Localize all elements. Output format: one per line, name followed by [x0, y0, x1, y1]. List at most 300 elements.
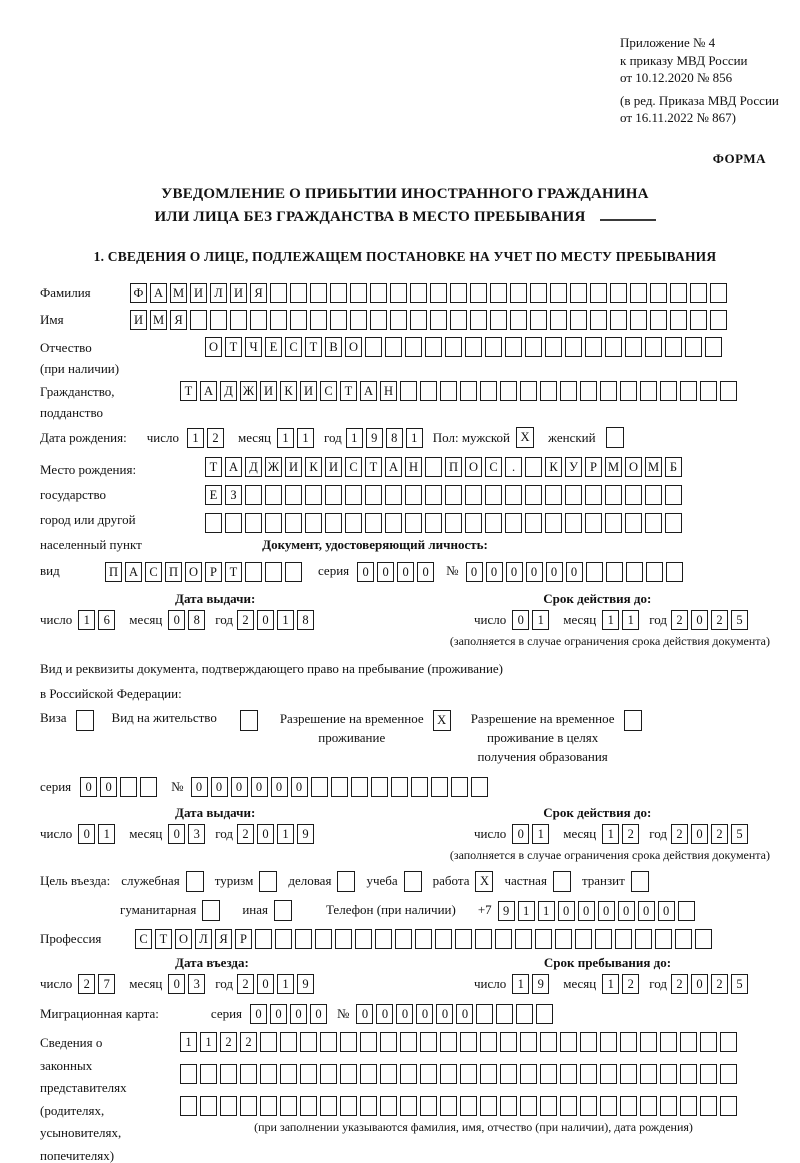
cell[interactable] — [710, 310, 727, 330]
cell[interactable]: 0 — [80, 777, 97, 797]
cell[interactable]: А — [125, 562, 142, 582]
cell[interactable] — [595, 929, 612, 949]
cell[interactable] — [259, 871, 277, 892]
cell[interactable] — [200, 1064, 217, 1084]
cell[interactable] — [485, 337, 502, 357]
cell[interactable]: 0 — [168, 824, 185, 844]
cell[interactable]: 1 — [346, 428, 363, 448]
cell[interactable] — [536, 1004, 553, 1024]
cell[interactable]: X — [516, 427, 534, 448]
cell[interactable] — [260, 1064, 277, 1084]
cell[interactable] — [660, 1064, 677, 1084]
cell[interactable]: 1 — [518, 901, 535, 921]
cell[interactable] — [590, 310, 607, 330]
cell[interactable] — [290, 283, 307, 303]
cell[interactable] — [605, 485, 622, 505]
cell[interactable] — [240, 1064, 257, 1084]
cell[interactable]: 1 — [406, 428, 423, 448]
cell[interactable] — [315, 929, 332, 949]
cell[interactable]: Т — [155, 929, 172, 949]
cell[interactable]: И — [190, 283, 207, 303]
cell[interactable] — [345, 513, 362, 533]
cell[interactable]: 0 — [168, 974, 185, 994]
cell[interactable] — [510, 283, 527, 303]
cell[interactable]: Р — [235, 929, 252, 949]
cell[interactable] — [530, 283, 547, 303]
cell[interactable] — [700, 1032, 717, 1052]
cell[interactable] — [180, 1064, 197, 1084]
cell[interactable]: 1 — [602, 610, 619, 630]
cell[interactable] — [555, 929, 572, 949]
cell[interactable]: 0 — [376, 1004, 393, 1024]
cell[interactable]: . — [505, 457, 522, 477]
cell[interactable] — [580, 1096, 597, 1116]
cell[interactable] — [420, 1096, 437, 1116]
cell[interactable]: 0 — [512, 610, 529, 630]
cell[interactable] — [305, 485, 322, 505]
cell[interactable]: К — [545, 457, 562, 477]
cell[interactable] — [655, 929, 672, 949]
cell[interactable] — [500, 1096, 517, 1116]
cell[interactable] — [405, 513, 422, 533]
cell[interactable] — [490, 310, 507, 330]
cell[interactable] — [480, 1032, 497, 1052]
cell[interactable]: Т — [205, 457, 222, 477]
cell[interactable] — [331, 777, 348, 797]
cell[interactable] — [385, 337, 402, 357]
cell[interactable]: Т — [225, 562, 242, 582]
cell[interactable] — [695, 929, 712, 949]
cell[interactable]: 2 — [711, 610, 728, 630]
cell[interactable] — [460, 1032, 477, 1052]
cell[interactable] — [400, 1064, 417, 1084]
cell[interactable]: К — [305, 457, 322, 477]
cell[interactable]: 0 — [271, 777, 288, 797]
cell[interactable]: 1 — [602, 974, 619, 994]
cell[interactable]: В — [325, 337, 342, 357]
cell[interactable]: Н — [380, 381, 397, 401]
cell[interactable] — [560, 1064, 577, 1084]
cell[interactable] — [325, 485, 342, 505]
cell[interactable] — [580, 1032, 597, 1052]
cell[interactable]: А — [385, 457, 402, 477]
cell[interactable]: 0 — [290, 1004, 307, 1024]
cell[interactable]: 0 — [691, 974, 708, 994]
cell[interactable] — [516, 1004, 533, 1024]
cell[interactable] — [520, 1096, 537, 1116]
cell[interactable] — [720, 1096, 737, 1116]
cell[interactable] — [660, 1032, 677, 1052]
cell[interactable] — [425, 457, 442, 477]
cell[interactable] — [635, 929, 652, 949]
cell[interactable] — [375, 929, 392, 949]
cell[interactable] — [240, 1096, 257, 1116]
cell[interactable] — [285, 562, 302, 582]
cell[interactable] — [265, 513, 282, 533]
cell[interactable] — [230, 310, 247, 330]
cell[interactable]: 2 — [207, 428, 224, 448]
cell[interactable] — [640, 1064, 657, 1084]
cell[interactable]: 0 — [546, 562, 563, 582]
cell[interactable] — [560, 381, 577, 401]
cell[interactable]: 1 — [277, 824, 294, 844]
cell[interactable] — [245, 562, 262, 582]
cell[interactable]: Д — [245, 457, 262, 477]
cell[interactable]: 8 — [386, 428, 403, 448]
cell[interactable]: О — [625, 457, 642, 477]
cell[interactable] — [320, 1032, 337, 1052]
cell[interactable] — [625, 485, 642, 505]
cell[interactable] — [625, 337, 642, 357]
cell[interactable] — [450, 310, 467, 330]
cell[interactable]: 1 — [532, 824, 549, 844]
cell[interactable] — [490, 283, 507, 303]
cell[interactable]: 3 — [188, 824, 205, 844]
cell[interactable] — [476, 1004, 493, 1024]
cell[interactable]: 1 — [180, 1032, 197, 1052]
cell[interactable]: 2 — [622, 974, 639, 994]
cell[interactable] — [245, 485, 262, 505]
cell[interactable]: 1 — [277, 610, 294, 630]
cell[interactable] — [140, 777, 157, 797]
cell[interactable]: З — [225, 485, 242, 505]
cell[interactable] — [300, 1032, 317, 1052]
cell[interactable] — [660, 381, 677, 401]
cell[interactable] — [431, 777, 448, 797]
cell[interactable]: 0 — [100, 777, 117, 797]
cell[interactable]: 0 — [257, 974, 274, 994]
cell[interactable]: 0 — [486, 562, 503, 582]
cell[interactable] — [670, 283, 687, 303]
cell[interactable] — [645, 337, 662, 357]
cell[interactable]: 0 — [357, 562, 374, 582]
cell[interactable]: 1 — [622, 610, 639, 630]
cell[interactable] — [720, 381, 737, 401]
cell[interactable] — [405, 337, 422, 357]
cell[interactable] — [465, 513, 482, 533]
cell[interactable]: 0 — [658, 901, 675, 921]
cell[interactable]: 9 — [366, 428, 383, 448]
cell[interactable] — [471, 777, 488, 797]
cell[interactable] — [415, 929, 432, 949]
cell[interactable]: О — [465, 457, 482, 477]
cell[interactable] — [665, 337, 682, 357]
cell[interactable] — [500, 1032, 517, 1052]
cell[interactable] — [600, 381, 617, 401]
cell[interactable]: 0 — [416, 1004, 433, 1024]
cell[interactable] — [600, 1064, 617, 1084]
cell[interactable]: 1 — [602, 824, 619, 844]
cell[interactable]: 2 — [237, 974, 254, 994]
cell[interactable] — [545, 513, 562, 533]
cell[interactable] — [380, 1096, 397, 1116]
cell[interactable] — [186, 871, 204, 892]
cell[interactable] — [250, 310, 267, 330]
cell[interactable] — [560, 1032, 577, 1052]
cell[interactable] — [605, 513, 622, 533]
cell[interactable]: 0 — [291, 777, 308, 797]
cell[interactable] — [340, 1032, 357, 1052]
cell[interactable] — [470, 310, 487, 330]
cell[interactable] — [460, 1096, 477, 1116]
cell[interactable] — [440, 1064, 457, 1084]
cell[interactable] — [510, 310, 527, 330]
cell[interactable] — [640, 1032, 657, 1052]
cell[interactable]: Т — [340, 381, 357, 401]
cell[interactable] — [565, 337, 582, 357]
cell[interactable] — [280, 1032, 297, 1052]
cell[interactable] — [700, 381, 717, 401]
cell[interactable]: И — [285, 457, 302, 477]
cell[interactable] — [265, 485, 282, 505]
cell[interactable]: Е — [205, 485, 222, 505]
cell[interactable] — [340, 1064, 357, 1084]
cell[interactable]: 0 — [231, 777, 248, 797]
cell[interactable]: 0 — [558, 901, 575, 921]
cell[interactable]: Ж — [240, 381, 257, 401]
cell[interactable]: 1 — [538, 901, 555, 921]
cell[interactable]: 0 — [466, 562, 483, 582]
cell[interactable] — [580, 381, 597, 401]
cell[interactable] — [260, 1096, 277, 1116]
cell[interactable] — [540, 1096, 557, 1116]
cell[interactable] — [404, 871, 422, 892]
cell[interactable] — [310, 310, 327, 330]
cell[interactable] — [300, 1064, 317, 1084]
cell[interactable] — [370, 310, 387, 330]
cell[interactable] — [455, 929, 472, 949]
cell[interactable] — [585, 485, 602, 505]
cell[interactable]: С — [485, 457, 502, 477]
cell[interactable] — [705, 337, 722, 357]
cell[interactable] — [400, 1032, 417, 1052]
cell[interactable]: Б — [665, 457, 682, 477]
cell[interactable]: 2 — [671, 974, 688, 994]
cell[interactable] — [320, 1064, 337, 1084]
cell[interactable] — [545, 485, 562, 505]
cell[interactable]: 0 — [251, 777, 268, 797]
cell[interactable] — [220, 1064, 237, 1084]
cell[interactable] — [340, 1096, 357, 1116]
cell[interactable] — [285, 485, 302, 505]
cell[interactable] — [200, 1096, 217, 1116]
cell[interactable] — [640, 381, 657, 401]
cell[interactable] — [540, 381, 557, 401]
cell[interactable] — [665, 485, 682, 505]
cell[interactable]: 2 — [237, 610, 254, 630]
cell[interactable]: О — [185, 562, 202, 582]
cell[interactable] — [665, 513, 682, 533]
cell[interactable] — [485, 513, 502, 533]
cell[interactable]: 1 — [187, 428, 204, 448]
cell[interactable]: 0 — [250, 1004, 267, 1024]
cell[interactable] — [680, 1096, 697, 1116]
cell[interactable]: С — [345, 457, 362, 477]
cell[interactable]: П — [165, 562, 182, 582]
cell[interactable]: И — [260, 381, 277, 401]
cell[interactable] — [515, 929, 532, 949]
cell[interactable] — [285, 513, 302, 533]
cell[interactable]: 0 — [436, 1004, 453, 1024]
cell[interactable] — [465, 337, 482, 357]
cell[interactable] — [540, 1064, 557, 1084]
cell[interactable] — [180, 1096, 197, 1116]
cell[interactable] — [720, 1032, 737, 1052]
cell[interactable] — [405, 485, 422, 505]
cell[interactable] — [465, 485, 482, 505]
cell[interactable] — [460, 381, 477, 401]
cell[interactable] — [645, 513, 662, 533]
cell[interactable]: 2 — [671, 610, 688, 630]
cell[interactable] — [640, 1096, 657, 1116]
cell[interactable] — [485, 485, 502, 505]
cell[interactable]: 1 — [78, 610, 95, 630]
cell[interactable] — [430, 283, 447, 303]
cell[interactable] — [411, 777, 428, 797]
cell[interactable] — [505, 513, 522, 533]
cell[interactable] — [451, 777, 468, 797]
cell[interactable] — [410, 283, 427, 303]
cell[interactable] — [660, 1096, 677, 1116]
cell[interactable]: Р — [585, 457, 602, 477]
cell[interactable]: Ж — [265, 457, 282, 477]
cell[interactable]: 0 — [526, 562, 543, 582]
cell[interactable]: А — [360, 381, 377, 401]
cell[interactable] — [260, 1032, 277, 1052]
cell[interactable] — [585, 513, 602, 533]
cell[interactable] — [585, 337, 602, 357]
cell[interactable] — [360, 1032, 377, 1052]
cell[interactable] — [505, 337, 522, 357]
cell[interactable] — [525, 513, 542, 533]
cell[interactable] — [575, 929, 592, 949]
cell[interactable] — [390, 283, 407, 303]
cell[interactable] — [450, 283, 467, 303]
cell[interactable]: 0 — [691, 610, 708, 630]
cell[interactable] — [225, 513, 242, 533]
cell[interactable]: 5 — [731, 824, 748, 844]
cell[interactable] — [470, 283, 487, 303]
cell[interactable]: 0 — [566, 562, 583, 582]
cell[interactable] — [495, 929, 512, 949]
cell[interactable]: X — [475, 871, 493, 892]
cell[interactable]: 8 — [297, 610, 314, 630]
cell[interactable]: Д — [220, 381, 237, 401]
cell[interactable]: 0 — [211, 777, 228, 797]
cell[interactable] — [330, 310, 347, 330]
cell[interactable] — [295, 929, 312, 949]
cell[interactable] — [371, 777, 388, 797]
cell[interactable] — [350, 310, 367, 330]
cell[interactable] — [560, 1096, 577, 1116]
cell[interactable] — [480, 381, 497, 401]
cell[interactable] — [270, 283, 287, 303]
cell[interactable] — [630, 283, 647, 303]
cell[interactable]: М — [150, 310, 167, 330]
cell[interactable]: 0 — [506, 562, 523, 582]
cell[interactable] — [520, 381, 537, 401]
cell[interactable] — [630, 310, 647, 330]
cell[interactable]: 0 — [638, 901, 655, 921]
cell[interactable] — [550, 310, 567, 330]
cell[interactable]: 1 — [277, 974, 294, 994]
cell[interactable]: X — [433, 710, 451, 731]
cell[interactable] — [475, 929, 492, 949]
cell[interactable] — [391, 777, 408, 797]
cell[interactable]: Т — [225, 337, 242, 357]
cell[interactable] — [400, 1096, 417, 1116]
cell[interactable] — [440, 1096, 457, 1116]
cell[interactable] — [570, 283, 587, 303]
cell[interactable]: Я — [170, 310, 187, 330]
cell[interactable] — [520, 1032, 537, 1052]
cell[interactable] — [680, 381, 697, 401]
cell[interactable] — [610, 283, 627, 303]
cell[interactable] — [606, 427, 624, 448]
cell[interactable] — [220, 1096, 237, 1116]
cell[interactable]: О — [345, 337, 362, 357]
cell[interactable] — [425, 485, 442, 505]
cell[interactable] — [290, 310, 307, 330]
cell[interactable] — [445, 513, 462, 533]
cell[interactable]: Л — [195, 929, 212, 949]
cell[interactable]: 2 — [711, 974, 728, 994]
cell[interactable]: С — [135, 929, 152, 949]
cell[interactable]: 0 — [598, 901, 615, 921]
cell[interactable]: И — [130, 310, 147, 330]
cell[interactable]: 0 — [270, 1004, 287, 1024]
cell[interactable] — [700, 1064, 717, 1084]
cell[interactable] — [606, 562, 623, 582]
cell[interactable]: 1 — [532, 610, 549, 630]
cell[interactable]: У — [565, 457, 582, 477]
cell[interactable] — [680, 1064, 697, 1084]
cell[interactable] — [365, 513, 382, 533]
cell[interactable] — [530, 310, 547, 330]
cell[interactable] — [205, 513, 222, 533]
cell[interactable] — [430, 310, 447, 330]
cell[interactable] — [620, 1032, 637, 1052]
cell[interactable] — [337, 871, 355, 892]
cell[interactable] — [440, 1032, 457, 1052]
cell[interactable] — [345, 485, 362, 505]
cell[interactable]: 0 — [377, 562, 394, 582]
cell[interactable]: 0 — [691, 824, 708, 844]
cell[interactable] — [700, 1096, 717, 1116]
cell[interactable]: Ч — [245, 337, 262, 357]
cell[interactable]: 1 — [277, 428, 294, 448]
cell[interactable] — [710, 283, 727, 303]
cell[interactable] — [320, 1096, 337, 1116]
cell[interactable] — [565, 513, 582, 533]
cell[interactable]: Я — [215, 929, 232, 949]
cell[interactable] — [645, 485, 662, 505]
cell[interactable] — [626, 562, 643, 582]
cell[interactable]: 2 — [78, 974, 95, 994]
cell[interactable]: А — [200, 381, 217, 401]
cell[interactable] — [553, 871, 571, 892]
cell[interactable] — [678, 901, 695, 921]
cell[interactable] — [330, 283, 347, 303]
cell[interactable] — [625, 513, 642, 533]
cell[interactable] — [351, 777, 368, 797]
cell[interactable] — [650, 310, 667, 330]
cell[interactable]: Е — [265, 337, 282, 357]
cell[interactable] — [335, 929, 352, 949]
cell[interactable]: 0 — [578, 901, 595, 921]
cell[interactable]: 0 — [257, 824, 274, 844]
cell[interactable]: И — [300, 381, 317, 401]
